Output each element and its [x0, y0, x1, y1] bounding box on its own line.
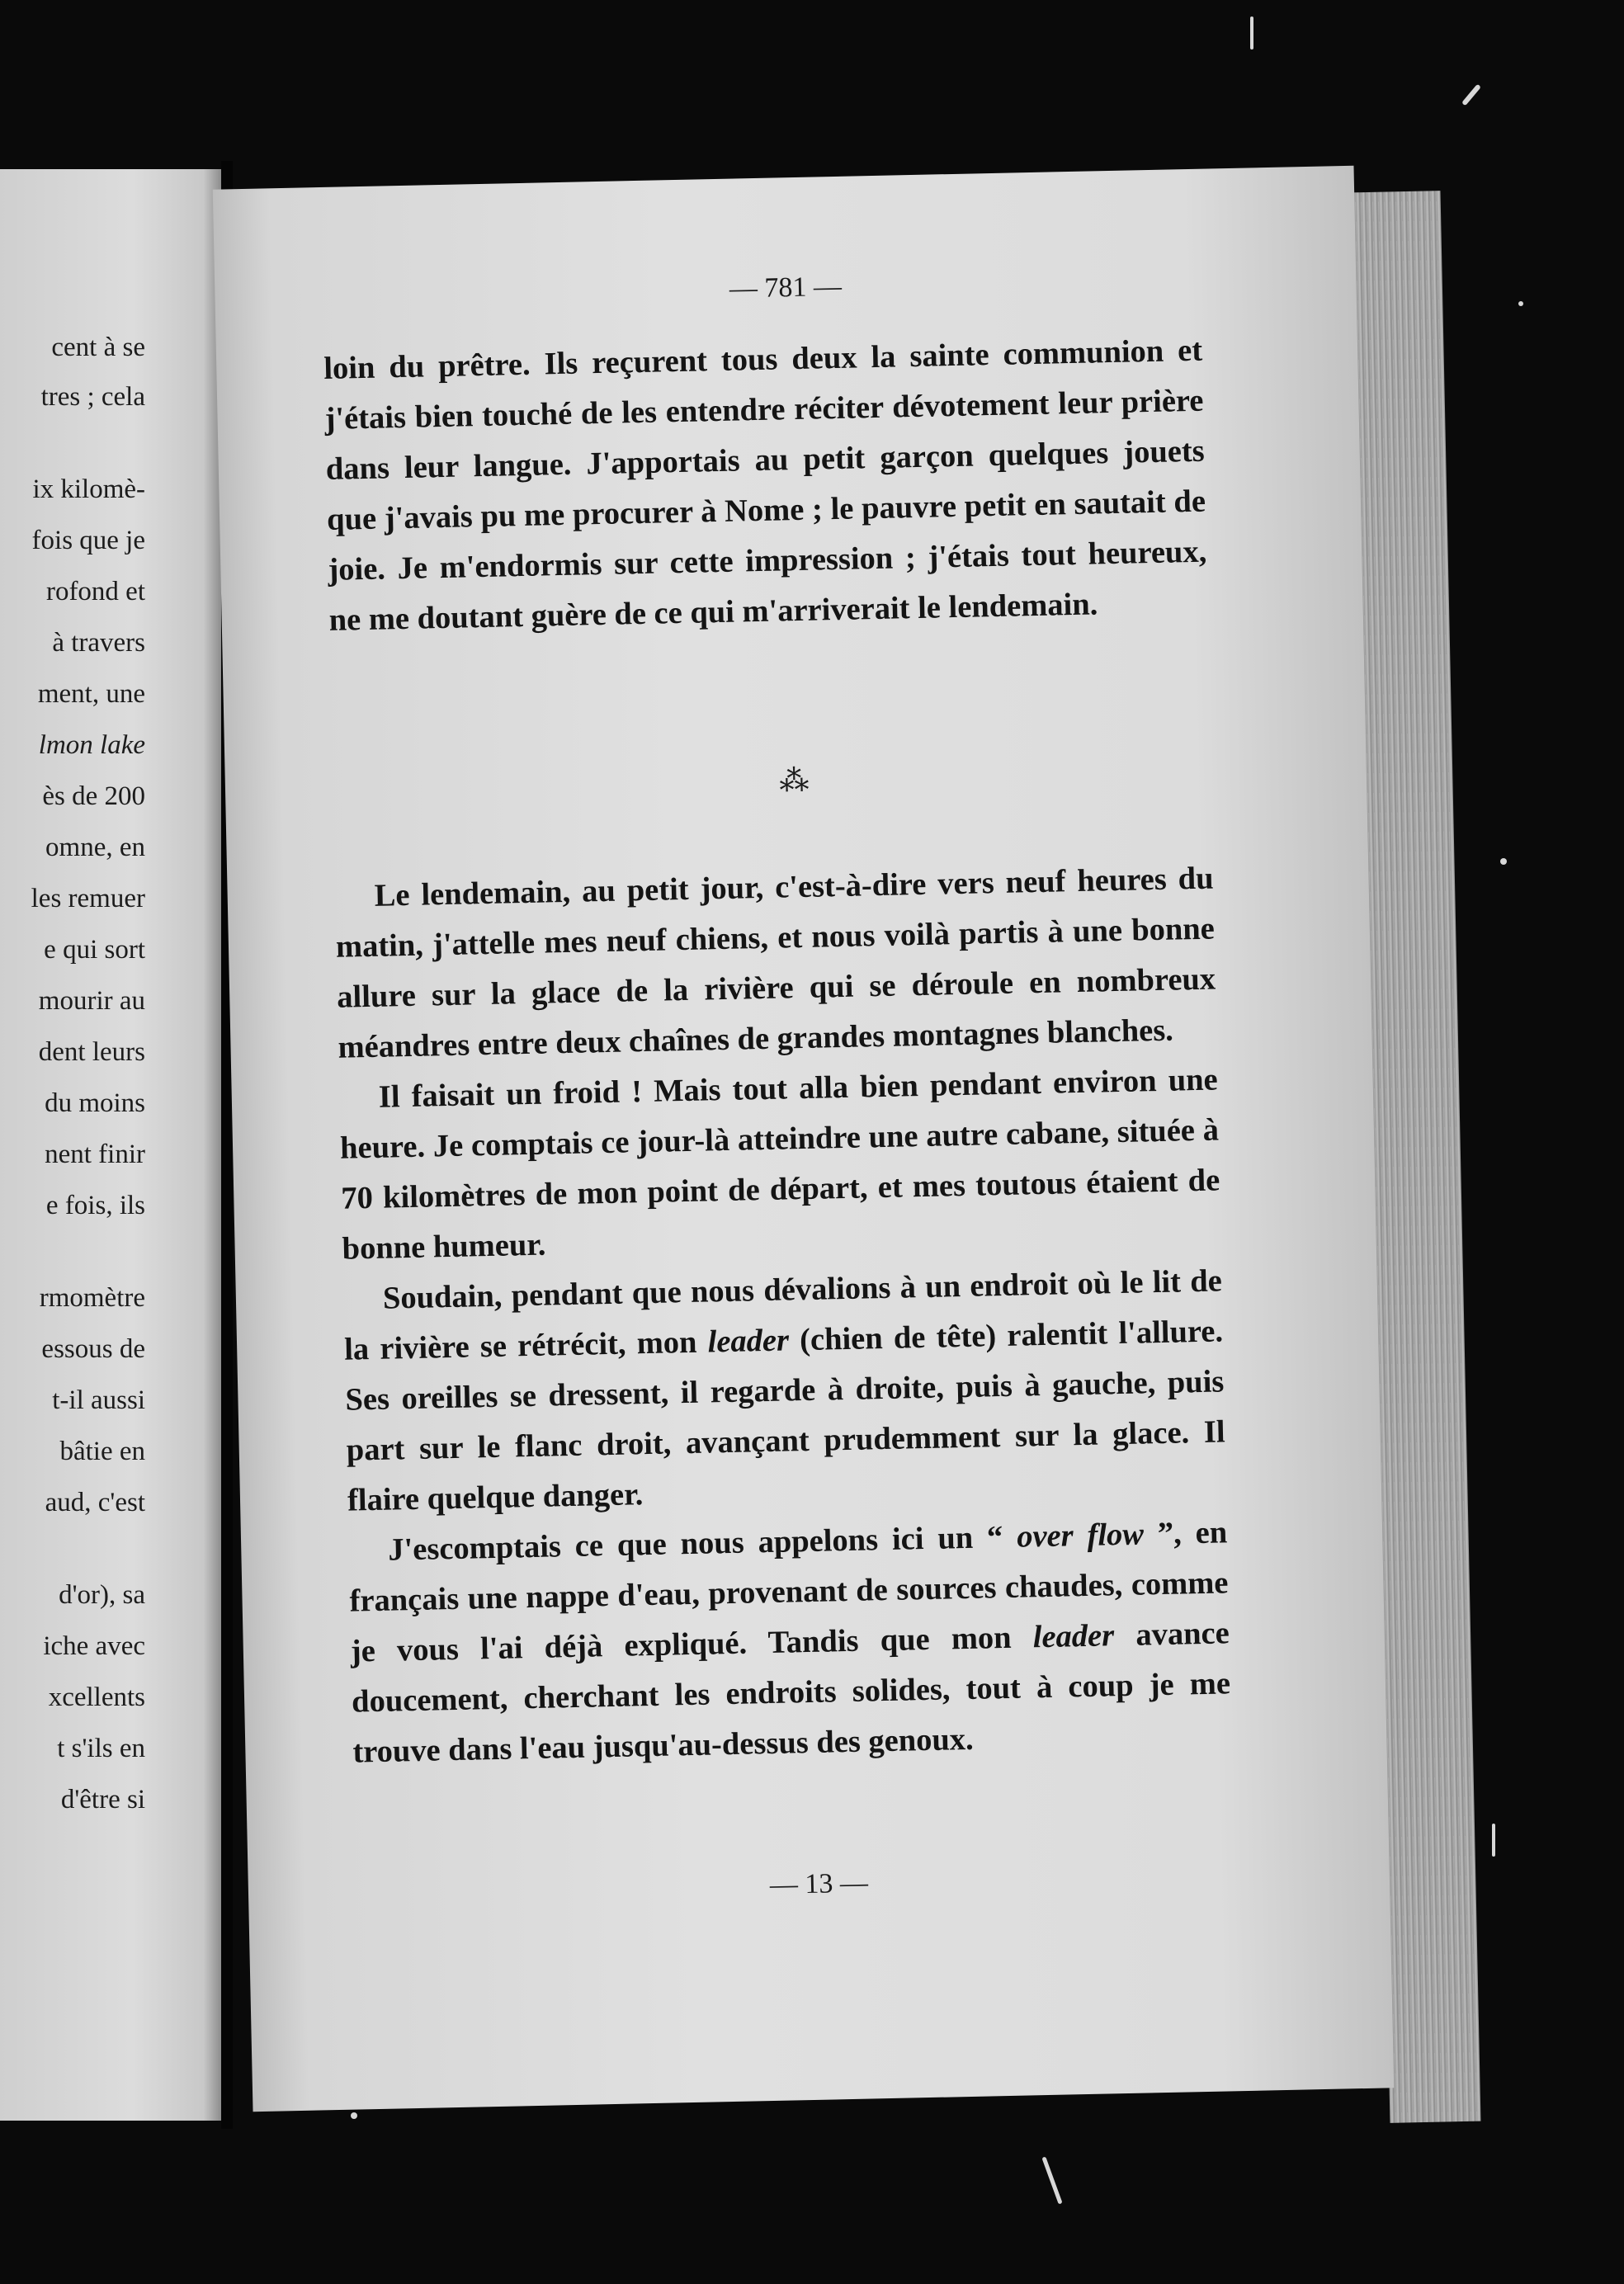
left-page-line: ment, une — [37, 679, 145, 709]
left-page-line: rofond et — [45, 577, 145, 606]
paragraph-text: (chien de tête) ralentit l'allure. Ses oreilles se dressent, il regarde à droite, puis à gauche, puis part sur le flanc droit, avançant prudemment sur la glace. Il flaire quelque danger. — [345, 1314, 1225, 1518]
paragraph: Il faisait un froid ! Mais tout alla bien pendant environ une heure. Je comptais ce jour-là atteindre une autre cabane, située à 70 kilomètres de mon point de départ, et mes toutous étaient de bonne humeur. — [339, 1062, 1220, 1267]
left-page-line: e fois, ils — [45, 1191, 145, 1220]
left-page-line: t-il aussi — [52, 1385, 145, 1415]
left-page-line: du moins — [45, 1088, 145, 1118]
left-page-line: ès de 200 — [42, 781, 145, 811]
left-page-line: t s'ils en — [57, 1734, 145, 1763]
scan-artifact — [1492, 1824, 1495, 1857]
scan-artifact — [1250, 17, 1253, 50]
left-page-line: dent leurs — [38, 1037, 145, 1067]
scan-artifact — [1500, 858, 1507, 865]
left-page-line: mourir au — [38, 986, 145, 1016]
text-block-main — [334, 854, 1232, 1778]
left-page-line: essous de — [41, 1334, 145, 1364]
paragraph: loin du prêtre. Ils reçurent tous deux la sainte communion et j'étais bien touché de les entendre réciter dévotement leur prière dans leur langue. J'apportais au petit garçon quelques jouets que j'avais pu me procurer à Nome ; le pauvre petit en sautait de joie. Je m'endormis sur cette impression ; j'étais tout heureux, ne me doutant guère de ce qui m'arriverait le lendemain. — [323, 333, 1207, 638]
left-page-line: xcellents — [48, 1682, 145, 1712]
paragraph — [348, 1508, 1232, 1777]
scan-artifact — [1041, 2156, 1062, 2204]
paragraph — [342, 1256, 1226, 1526]
left-page-line: à travers — [52, 628, 145, 658]
paragraph-text: ”, en français une nappe d'eau, provenant de sources chaudes, comme je vous l'ai déjà expliqué. Tandis que mon — [349, 1515, 1229, 1669]
left-page-line: iche avec — [43, 1631, 145, 1661]
left-page-line: ix kilomè- — [32, 474, 145, 504]
left-page-line: bâtie en — [59, 1437, 145, 1466]
paragraph-text: Soudain, pendant que nous dévalions à un endroit où le lit de la rivière se rétrécit, mon — [343, 1263, 1223, 1367]
paragraph: Le lendemain, au petit jour, c'est-à-dire vers neuf heures du matin, j'attelle mes neuf chiens, et nous voilà partis à une bonne allure sur la glace de la rivière qui se déroule en nombreux méandres entre deux chaînes de grandes montagnes blanches. — [335, 861, 1216, 1065]
scan-artifact — [351, 2112, 357, 2119]
right-page — [213, 166, 1394, 2112]
paragraph-italic: leader — [707, 1323, 790, 1360]
paragraph-italic: over flow — [1016, 1517, 1145, 1555]
paragraph-text: avance doucement, cherchant les endroits solides, tout à coup je me trouve dans l'eau jusqu'au-dessus des genoux. — [351, 1616, 1231, 1770]
left-page-line: aud, c'est — [45, 1488, 145, 1517]
paragraph-text: J'escomptais ce que nous appelons ici un “ — [387, 1519, 1017, 1568]
left-page-line: d'or), sa — [59, 1580, 145, 1610]
scan-artifact — [1518, 301, 1523, 306]
text-block-top — [323, 326, 1208, 646]
left-page-line: lmon lake — [38, 730, 145, 760]
left-page-line: e qui sort — [44, 935, 145, 965]
left-page-line: cent à se — [51, 333, 145, 362]
left-page-line: d'être si — [60, 1785, 145, 1814]
left-page-line: omne, en — [45, 833, 145, 862]
scan-artifact — [1461, 84, 1481, 106]
left-page-line: les remuer — [31, 884, 145, 913]
left-page-line: tres ; cela — [40, 382, 145, 412]
page-footer-number: — 13 — — [769, 1867, 869, 1901]
left-page-line: rmomètre — [39, 1283, 145, 1313]
paragraph-italic: leader — [1032, 1618, 1115, 1655]
left-page-line: fois que je — [31, 526, 145, 555]
page-header-number: — 781 — — [729, 271, 843, 304]
section-separator: ⁂ — [778, 763, 813, 798]
left-page-line: nent finir — [45, 1140, 145, 1169]
left-page — [0, 169, 221, 2121]
